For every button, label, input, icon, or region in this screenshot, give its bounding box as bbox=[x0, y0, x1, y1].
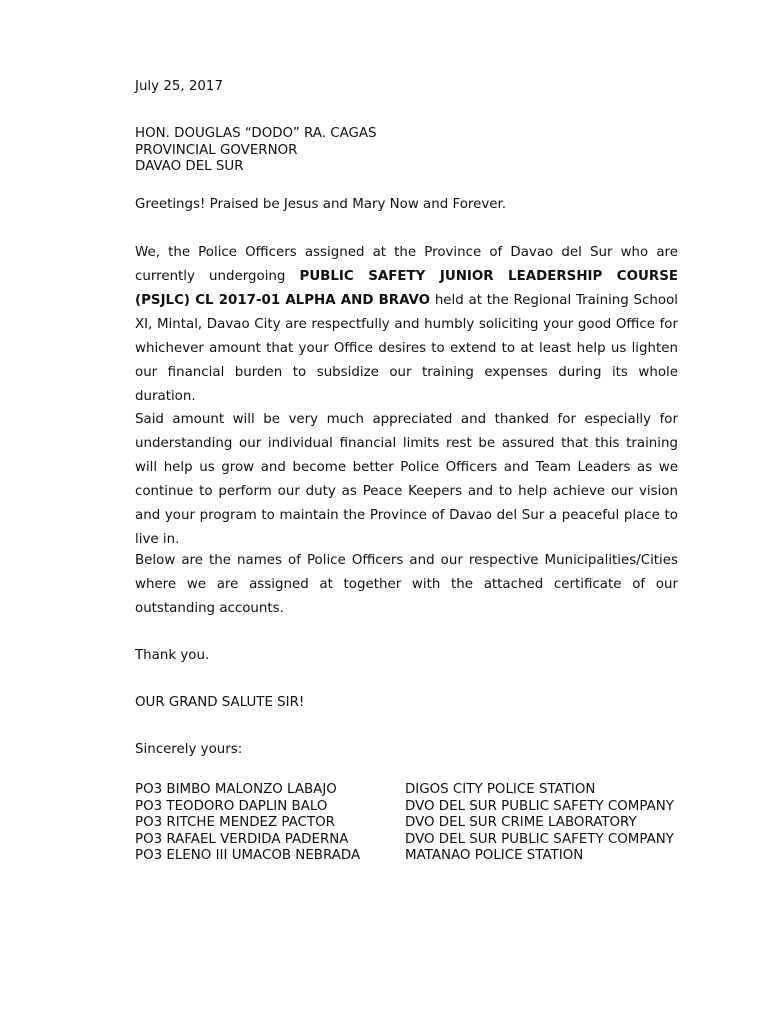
greeting: Greetings! Praised be Jesus and Mary Now and Forever. bbox=[135, 197, 507, 212]
course-title: PUBLIC SAFETY JUNIOR LEADERSHIP COURSE (PSJLC) CL 2017-01 ALPHA AND BRAVO bbox=[135, 269, 678, 308]
signatory-station: DVO DEL SUR PUBLIC SAFETY COMPANY bbox=[405, 831, 674, 847]
signatory-station: MATANAO POLICE STATION bbox=[405, 848, 584, 863]
paragraph-request bbox=[135, 241, 678, 409]
signatory-name: PO3 BIMBO MALONZO LABAJO bbox=[135, 782, 337, 797]
paragraph-appreciation: Said amount will be very much appreciated and thanked for especially for understanding our individual financial limits rest be assured that this training will help us grow and become better Police Officers and Team Leaders as we continue to perform our duty as Peace Keepers and to help achieve our vision and your program to maintain the Province of Davao del Sur a peaceful place to live in. bbox=[135, 412, 678, 547]
addressee-block bbox=[135, 126, 678, 176]
signatory-name: PO3 TEODORO DAPLIN BALO bbox=[135, 798, 328, 814]
signatories-list bbox=[135, 782, 695, 865]
addressee-location: DAVAO DEL SUR bbox=[135, 159, 244, 174]
signatory-name: PO3 ELENO III UMACOB NEBRADA bbox=[135, 848, 361, 863]
paragraph-names-intro: Below are the names of Police Officers and our respective Municipalities/Cities where we are assigned at together with the attached certificate of our outstanding accounts. bbox=[135, 553, 678, 616]
thank-you-line: Thank you. bbox=[135, 648, 210, 663]
closing-line: Sincerely yours: bbox=[135, 742, 243, 757]
signatory-row bbox=[135, 848, 695, 865]
signatory-row bbox=[135, 782, 695, 799]
paragraph-request-intro: We, the Police Officers assigned at the Province of Davao del Sur who are currently undergoing bbox=[135, 245, 678, 284]
signatory-station: DVO DEL SUR CRIME LABORATORY bbox=[405, 815, 637, 830]
signatory-station: DIGOS CITY POLICE STATION bbox=[405, 782, 596, 797]
signatory-row bbox=[135, 799, 695, 816]
addressee-position: PROVINCIAL GOVERNOR bbox=[135, 142, 298, 158]
signatory-name: PO3 RITCHE MENDEZ PACTOR bbox=[135, 815, 335, 830]
salute-line: OUR GRAND SALUTE SIR! bbox=[135, 695, 305, 710]
addressee-name: HON. DOUGLAS “DODO” RA. CAGAS bbox=[135, 126, 377, 141]
signatory-name: PO3 RAFAEL VERDIDA PADERNA bbox=[135, 831, 349, 847]
signatory-row bbox=[135, 832, 695, 849]
letter-date: July 25, 2017 bbox=[135, 79, 223, 94]
signatory-station: DVO DEL SUR PUBLIC SAFETY COMPANY bbox=[405, 798, 674, 814]
paragraph-request-body: held at the Regional Training School XI, Mintal, Davao City are respectfully and humbly soliciting your good Office for whichever amount that your Office desires to extend to at least help us lighten our financial burden to subsidize our training expenses during its whole duration. bbox=[135, 293, 678, 404]
signatory-row bbox=[135, 815, 695, 832]
